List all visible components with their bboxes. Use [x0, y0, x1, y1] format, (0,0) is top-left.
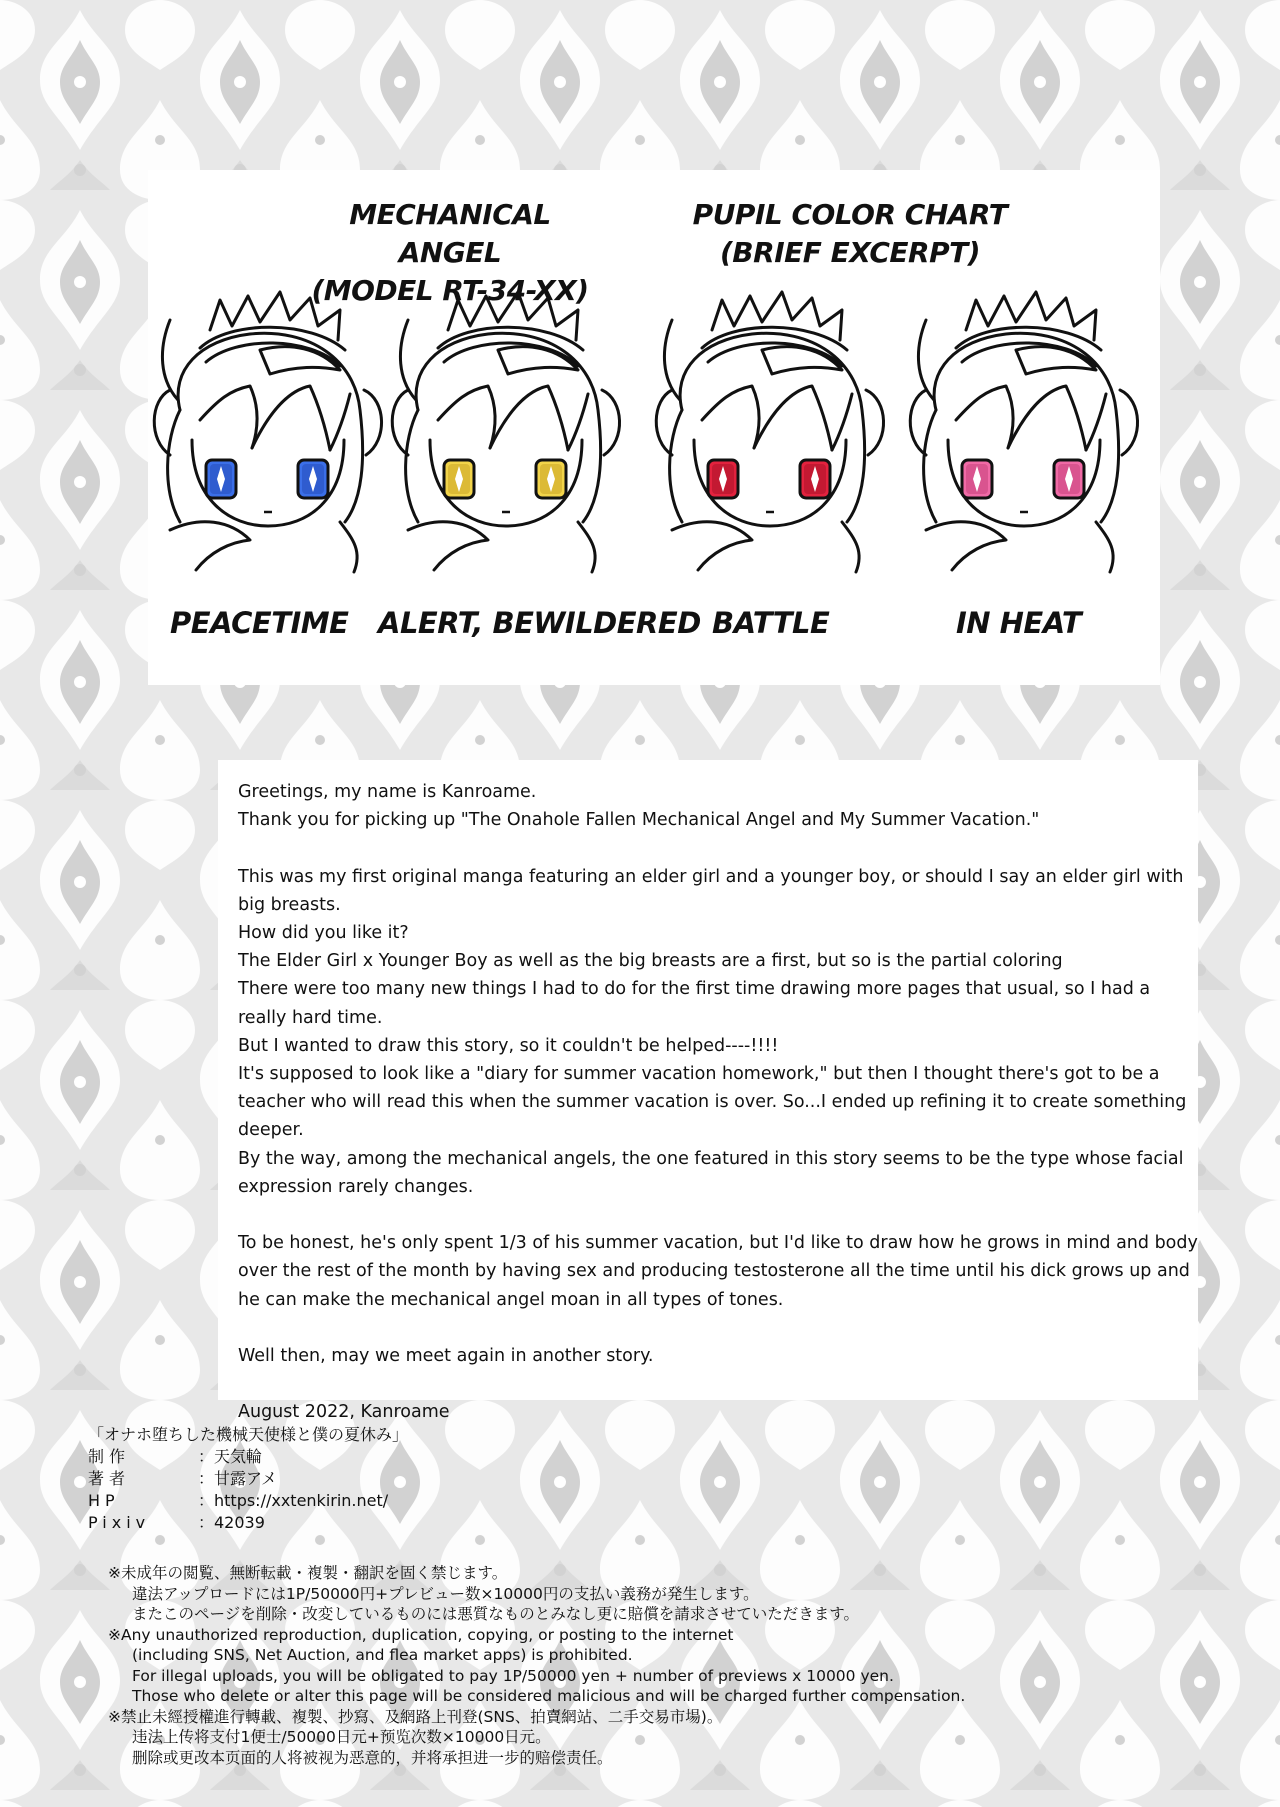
credits-rows [88, 1446, 728, 1534]
notice-line: (including SNS, Net Auction, and flea market apps) is prohibited. [132, 1646, 633, 1664]
letter-line: But I wanted to draw this story, so it couldn't be helped----!!!! [238, 1035, 779, 1056]
letter-line: This was my first original manga featuring an elder girl and a younger boy, or should I say an elder girl with big breasts. [238, 866, 1184, 915]
notice-line: ※禁止未經授權進行轉載、複製、抄寫、及網路上刊登(SNS、拍賣網站、二手交易市場)。 [108, 1707, 723, 1726]
credit-row [88, 1512, 728, 1534]
credit-value: ：天気輪 [198, 1447, 263, 1466]
state-label-peacetime: PEACETIME [170, 606, 349, 640]
notice-line: ※未成年の閲覧、無断転載・複製・翻訳を固く禁じます。 [108, 1564, 508, 1582]
angel-face-4 [896, 290, 1151, 590]
credit-row [88, 1490, 728, 1512]
letter-line: There were too many new things I had to do for the first time drawing more pages that usual, so I had a really hard time. [238, 979, 1151, 1028]
letter-line: Well then, may we meet again in another story. [238, 1346, 654, 1367]
letter-line: The Elder Girl x Younger Boy as well as the big breasts are a first, but so is the partial coloring [238, 951, 1063, 972]
angel-face-3 [642, 290, 897, 590]
letter-line: By the way, among the mechanical angels, the one featured in this story seems to be the type whose facial expression rarely changes. [238, 1148, 1184, 1197]
credit-value: ：甘露アメ [198, 1469, 278, 1488]
angel-face-1 [140, 290, 395, 590]
chart-title-right-line1: PUPIL COLOR CHART [692, 198, 1008, 231]
state-label-battle: BATTLE [712, 606, 830, 640]
letter-line: Thank you for picking up "The Onahole Fallen Mechanical Angel and My Summer Vacation." [238, 810, 1040, 831]
credit-value: ：42039 [198, 1513, 265, 1532]
paragraph-gap [238, 1314, 1198, 1342]
chart-title-right-line2: (BRIEF EXCERPT) [720, 236, 980, 269]
state-label-alert: ALERT, BEWILDERED [378, 606, 701, 640]
credit-key: 著者 [88, 1469, 131, 1488]
afterword-letter [238, 778, 1198, 1427]
credit-key: HP [88, 1491, 120, 1510]
credit-key: 制作 [88, 1447, 131, 1466]
letter-line: To be honest, he's only spent 1/3 of his summer vacation, but I'd like to draw how he grows in mind and body over the rest of the month by having sex and producing testosterone all the time until his dick grows up and he can make the mechanical angel moan in all types of tones. [238, 1233, 1198, 1310]
chart-title-left-line1: MECHANICAL ANGEL [349, 198, 551, 269]
paragraph-gap [238, 834, 1198, 862]
credit-value[interactable]: ：https://xxtenkirin.net/ [198, 1491, 389, 1510]
credit-row [88, 1468, 728, 1490]
state-label-in-heat: IN HEAT [956, 606, 1082, 640]
credit-row [88, 1446, 728, 1468]
copyright-notice [108, 1563, 1208, 1768]
notice-line: ※Any unauthorized reproduction, duplication, copying, or posting to the internet [108, 1625, 734, 1644]
letter-line: August 2022, Kanroame [238, 1402, 450, 1423]
notice-line: For illegal uploads, you will be obligated to pay 1P/50000 yen + number of previews x 10000 yen. [132, 1666, 894, 1685]
letter-line: How did you like it? [238, 923, 409, 943]
notice-line: Those who delete or alter this page will be considered malicious and will be charged further compensation. [132, 1687, 966, 1705]
chart-title-left-line2: (MODEL RT-34-XX) [311, 274, 589, 307]
paragraph-gap [238, 1370, 1198, 1398]
credit-key: Pixiv [88, 1513, 151, 1532]
notice-line: 违法上传将支付1便士/50000日元+预览次数×10000日元。 [132, 1728, 551, 1746]
chart-title-right [690, 196, 1010, 272]
letter-line: It's supposed to look like a "diary for summer vacation homework," but then I thought there's got to be a teacher who will read this when the summer vacation is over. So...I ended up refining it to create something deeper. [238, 1064, 1187, 1141]
notice-line: またこのページを削除・改変しているものには悪質なものとみなし更に賠償を請求させていただきます。 [132, 1605, 859, 1623]
notice-line: 違法アップロードには1P/50000円+プレビュー数×10000円の支払い義務が発生します。 [132, 1584, 759, 1603]
letter-line: Greetings, my name is Kanroame. [238, 782, 537, 802]
credits-title: 「オナホ堕ちした機械天使様と僕の夏休み」 [88, 1425, 409, 1444]
paragraph-gap [238, 1201, 1198, 1229]
credits-block [88, 1424, 728, 1534]
notice-line: 删除或更改本页面的人将被视为恶意的，并将承担进一步的赔偿责任。 [132, 1748, 613, 1767]
angel-face-2 [378, 290, 633, 590]
